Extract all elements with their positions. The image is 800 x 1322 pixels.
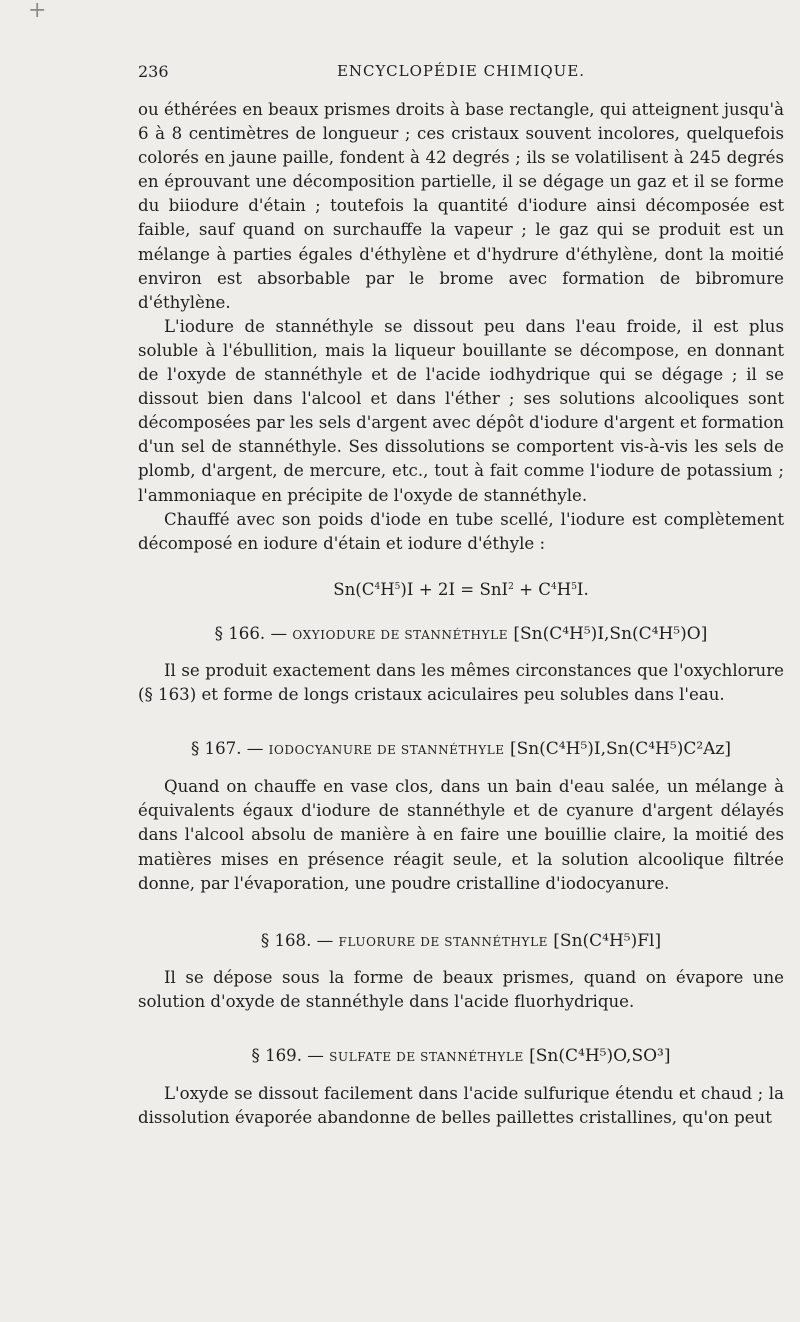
running-head: ENCYCLOPÉDIE CHIMIQUE. [336, 62, 586, 80]
section-heading-166: § 166. — OXYIODURE DE STANNÉTHYLE [Sn(C⁴H⁵)I,Sn(C⁴H⁵)O] [214, 623, 708, 644]
solubility-paragraph: L'iodure de stannéthyle se dissout peu dans l'eau froide, il est plus soluble à l'ébullition, mais la liqueur bouillante se décompose, en donnant de l'oxyde de stannéthyle et de l'acide iodhydrique qui se dégage ; il se dissout bien dans l'alcool et dans l'éther ; ses solutions alcooliques sont décomposées par les sels d'argent avec dépôt d'iodure d'argent et formation d'un sel de stannéthyle. Ses dissolutions se comportent vis-à-vis les sels de plomb, d'argent, de mercure, etc., tout à fait comme l'iodure de potassium ; l'ammoniaque en précipite de l'oxyde de stannéthyle. [138, 316, 784, 505]
heating-paragraph: Chauffé avec son poids d'iode en tube scellé, l'iodure est complètement décomposé en iodure d'étain et iodure d'éthyle : [138, 509, 784, 553]
reaction-equation: $Sn(C^4H^5)I + 2I = SnI^2 + C^4H^5I$. [333, 579, 589, 599]
section-heading-168: § 168. — FLUORURE DE STANNÉTHYLE [Sn(C⁴H⁵)Fl] [260, 930, 662, 951]
intro-paragraph: ou éthérées en beaux prismes droits à base rectangle, qui atteignent jusqu'à 6 à 8 centimètres de longueur ; ces cristaux souvent incolores, quelquefois colorés en jaune paille, fondent à 42 degrés ; ils se volatilisent à 245 degrés en éprouvant une décomposition partielle, il se dégage un gaz et il se forme du biiodure d'étain ; toutefois la quantité d'iodure ainsi décomposée est faible, sauf quand on surchauffe la vapeur ; le gaz qui se produit est un mélange à parties égales d'éthylène et d'hydrure d'éthylène, dont la moitié environ est absorbable par le brome avec formation de bibromure d'éthylène. [138, 100, 784, 312]
page-header [138, 62, 784, 88]
crop-mark: + [28, 0, 47, 23]
section-text-169: L'oxyde se dissout facilement dans l'acide sulfurique étendu et chaud ; la dissolution évaporée abandonne de belles paillettes cristallines, qu'on peut [138, 1084, 784, 1128]
section-heading-167: § 167. — IODOCYANURE DE STANNÉTHYLE [Sn(C⁴H⁵)I,Sn(C⁴H⁵)C²Az] [190, 739, 732, 760]
page-number: 236 [138, 62, 169, 81]
section-text-167: Quand on chauffe en vase clos, dans un bain d'eau salée, un mélange à équivalents égaux d'iodure de stannéthyle et de cyanure d'argent délayés dans l'alcool absolu de manière à en faire une bouillie claire, la moitié des matières mises en présence réagit seule, et la solution alcoolique filtrée donne, par l'évaporation, une poudre cristalline d'iodocyanure. [138, 777, 784, 893]
page-body [138, 98, 784, 1130]
section-text-168: Il se dépose sous la forme de beaux prismes, quand on évapore une solution d'oxyde de stannéthyle dans l'acide fluorhydrique. [138, 967, 784, 1011]
section-heading-169: § 169. — SULFATE DE STANNÉTHYLE [Sn(C⁴H⁵)O,SO³] [251, 1046, 671, 1066]
section-text-166: Il se produit exactement dans les mêmes circonstances que l'oxychlorure (§ 163) et forme de longs cristaux aciculaires peu solubles dans l'eau. [138, 660, 784, 705]
